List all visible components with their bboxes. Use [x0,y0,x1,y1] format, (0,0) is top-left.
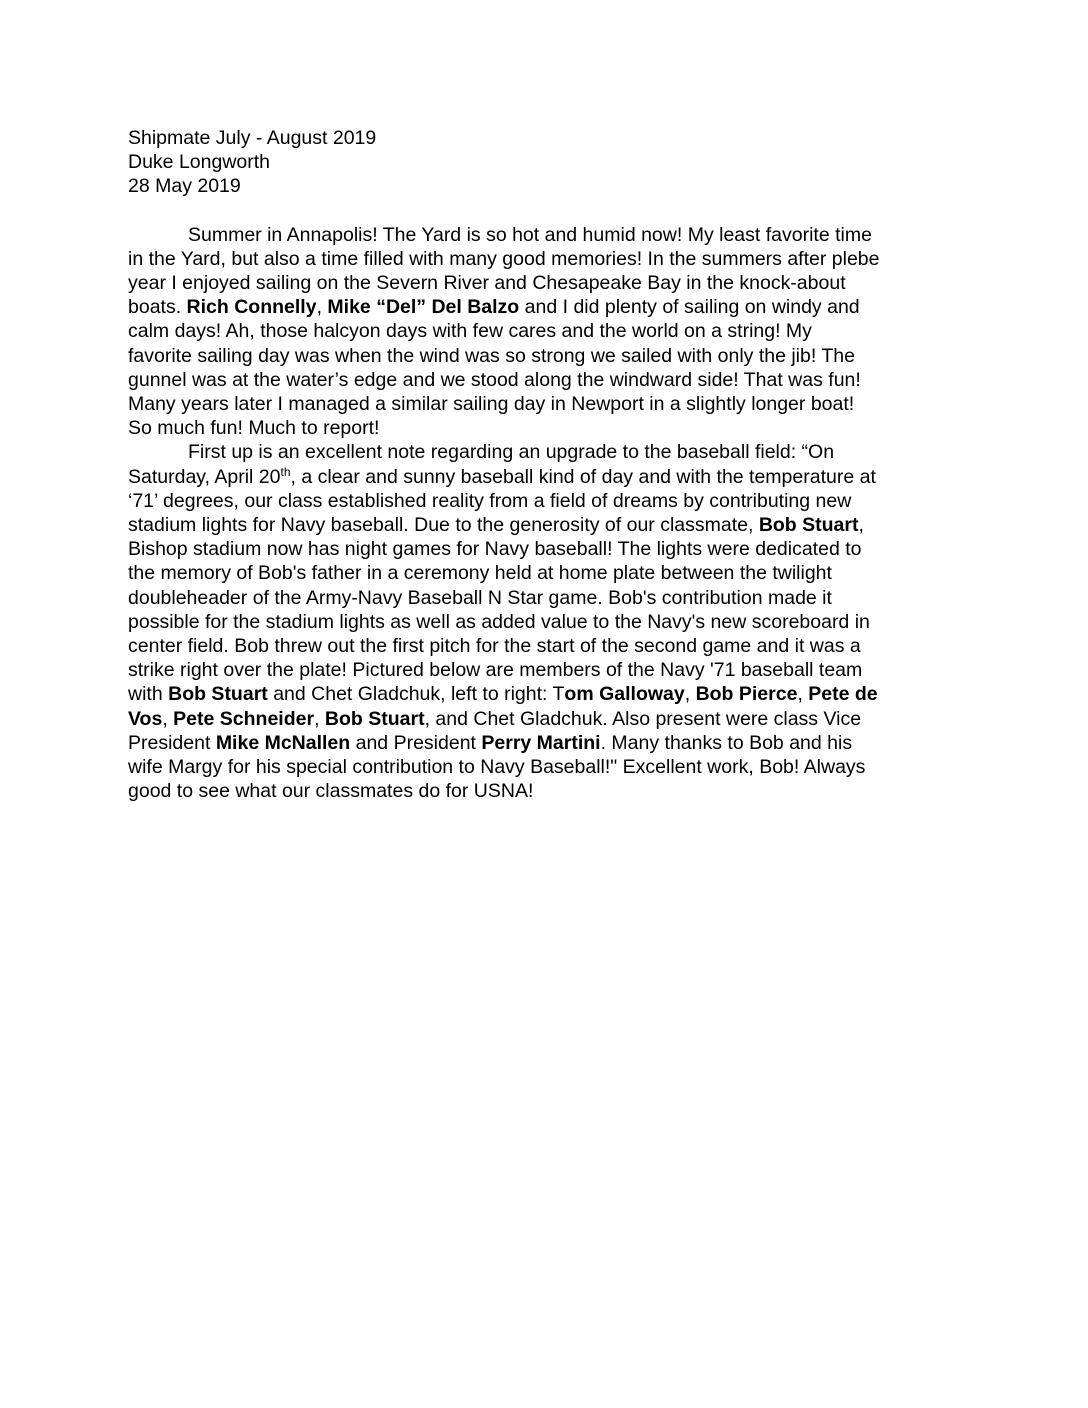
bold-name: Mike McNallen [215,731,351,754]
text-run: , [314,707,325,730]
text-line [128,295,968,319]
text-line [128,634,968,658]
text-run: and I did plenty of sailing on windy and [519,296,860,319]
text-line [128,682,968,706]
text-line [128,247,968,271]
bold-name: Rich Connelly [186,296,317,319]
text-line [128,319,968,343]
text-run: calm days! Ah, those halcyon days with few cares and the world on a string! My [128,320,812,343]
text-run: , [316,296,328,319]
text-run: Summer in Annapolis! The Yard is so hot and humid now! My least favorite time [188,223,872,246]
text-line [128,610,968,634]
text-run: , and Chet Gladchuk. Also present were class Vice [424,707,862,730]
text-run: and President [350,731,482,754]
ordinal-superscript: th [280,464,291,479]
text-line [128,658,968,682]
text-line [128,465,968,489]
text-line [128,561,968,585]
bold-name: Pete de [808,683,878,706]
text-run: strike right over the plate! Pictured below are members of the Navy '71 baseball team [128,659,863,682]
author-line: Duke Longworth [128,151,271,174]
text-line [128,223,968,247]
text-line [128,392,968,416]
bold-name: Vos [128,707,163,730]
text-line [128,368,968,392]
text-line [128,537,968,561]
text-line [128,731,968,755]
text-run: good to see what our classmates do for USNA! [128,780,534,803]
text-run: doubleheader of the Army-Navy Baseball N Star game. Bob's contribution made it [128,586,832,609]
text-line [128,779,968,803]
text-run: favorite sailing day was when the wind was so strong we sailed with only the jib! The [128,344,855,367]
text-line [128,440,968,464]
text-line [128,755,968,779]
text-run: possible for the stadium lights as well as added value to the Navy's new scoreboard in [128,610,870,633]
paragraph-baseball [128,440,968,803]
text-run: gunnel was at the water’s edge and we stood along the windward side! That was fun! [128,368,861,391]
bold-name: Mike “Del” Del Balzo [327,296,520,319]
text-run: , [684,683,696,706]
text-run: First up is an excellent note regarding an upgrade to the baseball field: “On [188,441,835,464]
blank-line [128,199,968,223]
text-line [128,416,968,440]
text-run: the memory of Bob's father in a ceremony held at home plate between the twilight [128,562,832,585]
text-run: . Many thanks to Bob and his [600,731,853,754]
text-run: and Chet Gladchuk, left to right: T [267,683,565,706]
text-run: , [797,683,809,706]
bold-name: Perry Martini [481,731,601,754]
text-line [128,271,968,295]
text-line [128,489,968,513]
text-run: Bishop stadium now has night games for Navy baseball! The lights were dedicated to [128,538,862,561]
text-run: Saturday, April 20 [128,465,281,488]
text-run: in the Yard, but also a time filled with many good memories! In the summers after plebe [128,247,880,270]
text-run: Many years later I managed a similar sailing day in Newport in a slightly longer boat! [128,393,855,416]
text-run: ‘71’ degrees, our class established reality from a field of dreams by contributing new [128,489,852,512]
text-run: , [162,707,174,730]
publication-line: Shipmate July - August 2019 [128,127,377,149]
text-run: , [858,514,864,537]
paragraph-sailing [128,223,968,441]
bold-name: Bob Stuart [758,514,859,537]
bold-name: Bob Stuart [168,683,268,706]
text-run: stadium lights for Navy baseball. Due to the generosity of our classmate, [128,514,759,537]
text-run: center field. Bob threw out the first pitch for the start of the second game and it was a [128,635,861,658]
text-line [128,707,968,731]
bold-name: om Galloway [564,683,685,706]
text-run: year I enjoyed sailing on the Severn River and Chesapeake Bay in the knock-about [128,272,846,295]
text-run: wife Margy for his special contribution to Navy Baseball!" Excellent work, Bob! Always [128,756,866,779]
bold-name: Pete Schneider [173,707,315,730]
text-line [128,513,968,537]
date-line: 28 May 2019 [128,175,241,198]
text-line [128,344,968,368]
bold-name: Bob Stuart [324,707,425,730]
document-body [128,126,968,803]
text-run: So much fun! Much to report! [128,417,380,440]
text-line [128,586,968,610]
text-run: boats. [128,296,187,319]
bold-name: Bob Pierce [695,683,798,706]
text-run: President [128,731,216,754]
text-run: , a clear and sunny baseball kind of day and with the temperature at [290,465,876,488]
text-run: with [128,683,169,706]
